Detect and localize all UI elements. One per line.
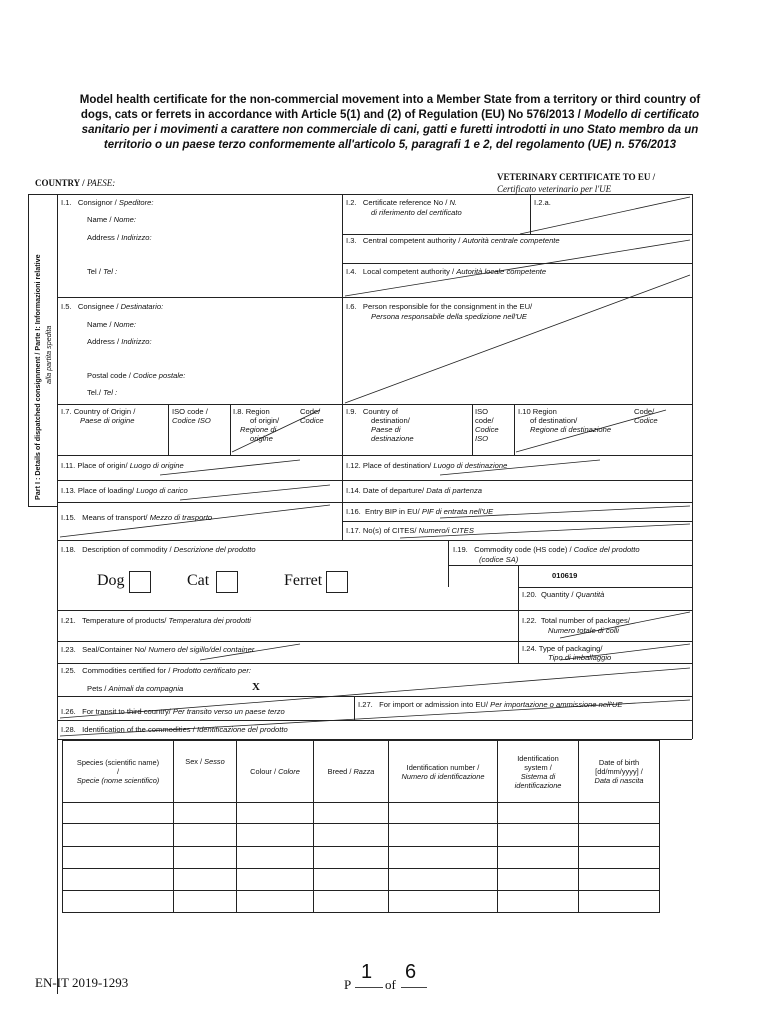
field-i25: I.25. Commodities certified for / Prodotto certificato per: — [61, 666, 251, 675]
field-i21: I.21. Temperature of products/ Temperatura dei prodotti — [61, 616, 251, 625]
field-i9-it: Paese di — [371, 425, 401, 434]
pets-label: Pets / Animali da compagnia — [87, 684, 184, 693]
field-i26: I.26. For transit to third country/ Per transito verso un paese terzo — [61, 707, 285, 716]
field-i6-it: Persona responsabile della spedizione nell'UE — [371, 312, 527, 321]
field-i18: I.18. Description of commodity / Descrizione del prodotto — [61, 545, 256, 554]
cat-label: Cat — [187, 572, 210, 589]
field-i10: I.10 Region — [518, 407, 557, 416]
col-dob: Date of birth [dd/mm/yyyy] / Data di nascita — [579, 741, 660, 803]
footer-code: EN-IT 2019-1293 — [35, 975, 129, 990]
field-i27: I.27. For import or admission into EU/ Per importazione o ammissione nell'UE — [358, 700, 623, 709]
consignor-tel: Tel / Tel : — [87, 267, 118, 276]
field-i1: I.1. Consignor / Speditore: — [61, 198, 154, 207]
hs-code-value: 010619 — [552, 571, 578, 580]
field-i13: I.13. Place of loading/ Luogo di carico — [61, 486, 188, 495]
field-i7-it: Paese di origine — [80, 416, 135, 425]
col-colour: Colour / Colore — [237, 741, 314, 803]
iso-code-origin-it: Codice ISO — [172, 416, 211, 425]
dog-checkbox[interactable] — [129, 571, 151, 593]
side-label-2: alla partita spedita — [44, 325, 53, 384]
iso-dest-it: Codice — [475, 425, 499, 434]
iso-dest: ISO — [475, 407, 489, 416]
field-i8: I.8. Region — [233, 407, 270, 416]
col-idsys: Identification system / Sistema di identificazione — [498, 741, 579, 803]
field-i7: I.7. Country of Origin / — [61, 407, 136, 416]
field-i14: I.14. Date of departure/ Data di partenza — [346, 486, 482, 495]
field-i24: I.24. Type of packaging/ — [522, 644, 603, 653]
table-row — [63, 847, 660, 869]
consignee-postal: Postal code / Codice postale: — [87, 371, 186, 380]
field-i28: I.28. Identification of the commodities / Identificazione del prodotto — [61, 725, 288, 734]
consignor-name: Name / Nome: — [87, 215, 136, 224]
col-species: Species (scientific name) / Specie (nome scientifico) — [63, 741, 174, 803]
consignee-name: Name / Nome: — [87, 320, 136, 329]
field-i8-b: of origin/ — [250, 416, 280, 425]
table-header-row — [63, 741, 660, 803]
field-i24-it: Tipo di imballaggio — [548, 653, 612, 662]
code-dest: Code/ — [634, 407, 655, 416]
field-i9: I.9. Country of — [346, 407, 398, 416]
field-i3: I.3. Central competent authority / Autorità centrale competente — [346, 236, 560, 245]
side-label: Part I : Details of dispatched consignment / Parte I: Informazioni relative — [33, 254, 42, 500]
code-dest-it: Codice — [634, 416, 658, 425]
field-i2a: I.2.a. — [534, 198, 551, 207]
iso-code-origin: ISO code / — [172, 407, 208, 416]
field-i12: I.12. Place of destination/ Luogo di destinazione — [346, 461, 508, 470]
field-i17: I.17. No(s) of CITES/ Numero/i CITES — [346, 526, 474, 535]
consignee-address: Address / Indirizzo: — [87, 337, 152, 346]
field-i11: I.11. Place of origin/ Luogo di origine — [61, 461, 184, 470]
field-i23: I.23. Seal/Container No/ Numero del sigillo/del container — [61, 645, 255, 654]
field-i5: I.5. Consignee / Destinatario: — [61, 302, 164, 311]
field-i15: I.15. Means of transport/ Mezzo di trasporto — [61, 513, 213, 522]
field-i22: I.22. Total number of packages/ — [522, 616, 630, 625]
field-i20: I.20. Quantity / Quantità — [522, 590, 605, 599]
table-row — [63, 803, 660, 824]
field-i22-it: Numero totale di colli — [548, 626, 619, 635]
field-i19-it: (codice SA) — [479, 555, 519, 564]
dog-label: Dog — [97, 572, 125, 589]
code-origin: Code/ — [300, 407, 321, 416]
pets-mark: X — [252, 681, 260, 693]
field-i10-it: Regione di destinazione — [530, 425, 612, 434]
code-origin-it: Codice — [300, 416, 324, 425]
consignee-tel: Tel./ Tel : — [87, 388, 118, 397]
ferret-label: Ferret — [284, 572, 323, 589]
iso-dest-it2: ISO — [475, 434, 489, 443]
field-i4: I.4. Local competent authority / Autorità locale competente — [346, 267, 547, 276]
table-row — [63, 824, 660, 847]
col-idnum: Identification number / Numero di identificazione — [389, 741, 498, 803]
field-i8-it2: origine — [250, 434, 273, 443]
field-i2-it: di riferimento del certificato — [371, 208, 462, 217]
species-table — [62, 740, 660, 913]
ferret-checkbox[interactable] — [326, 571, 348, 593]
field-i16: I.16. Entry BIP in EU/ PIF di entrata nell'UE — [346, 507, 494, 516]
consignor-address: Address / Indirizzo: — [87, 233, 152, 242]
page-number: 1 — [361, 961, 373, 983]
iso-dest-b: code/ — [475, 416, 494, 425]
field-i9-b: destination/ — [371, 416, 410, 425]
vet-cert-label: VETERINARY CERTIFICATE TO EU / — [497, 172, 656, 182]
col-sex: Sex / Sesso — [174, 741, 237, 803]
table-row — [63, 891, 660, 913]
country-label: COUNTRY / PAESE: — [35, 178, 116, 188]
page-of: of — [385, 977, 396, 992]
cat-checkbox[interactable] — [216, 571, 238, 593]
field-i2: I.2. Certificate reference No / N. — [346, 198, 458, 207]
table-row — [63, 869, 660, 891]
field-i10-b: of destination/ — [530, 416, 578, 425]
field-i19: I.19. Commodity code (HS code) / Codice del prodotto — [453, 545, 640, 554]
certificate-title: Model health certificate for the non-commercial movement into a Member State from a territory or third country of dogs, cats or ferrets in accordance with Article 5(1) and (2) of Regulation (EU) No 576/2013 / Modello di certificato sanitario per i movimenti a carattere non commerciale di cani, gatti e furetti introdotti in uno Stato membro da un territorio o un paese terzo conformemente all'articolo 5, paragrafi 1 e 2, del regolamento (UE) n. 576/2013 — [79, 94, 701, 151]
field-i8-it: Regione di — [240, 425, 277, 434]
page-total: 6 — [405, 961, 417, 983]
field-i6: I.6. Person responsible for the consignment in the EU/ — [346, 302, 533, 311]
vet-cert-label-it: Certificato veterinario per l'UE — [497, 184, 612, 194]
col-breed: Breed / Razza — [314, 741, 389, 803]
page-p: P — [344, 977, 352, 992]
field-i9-it2: destinazione — [371, 434, 414, 443]
